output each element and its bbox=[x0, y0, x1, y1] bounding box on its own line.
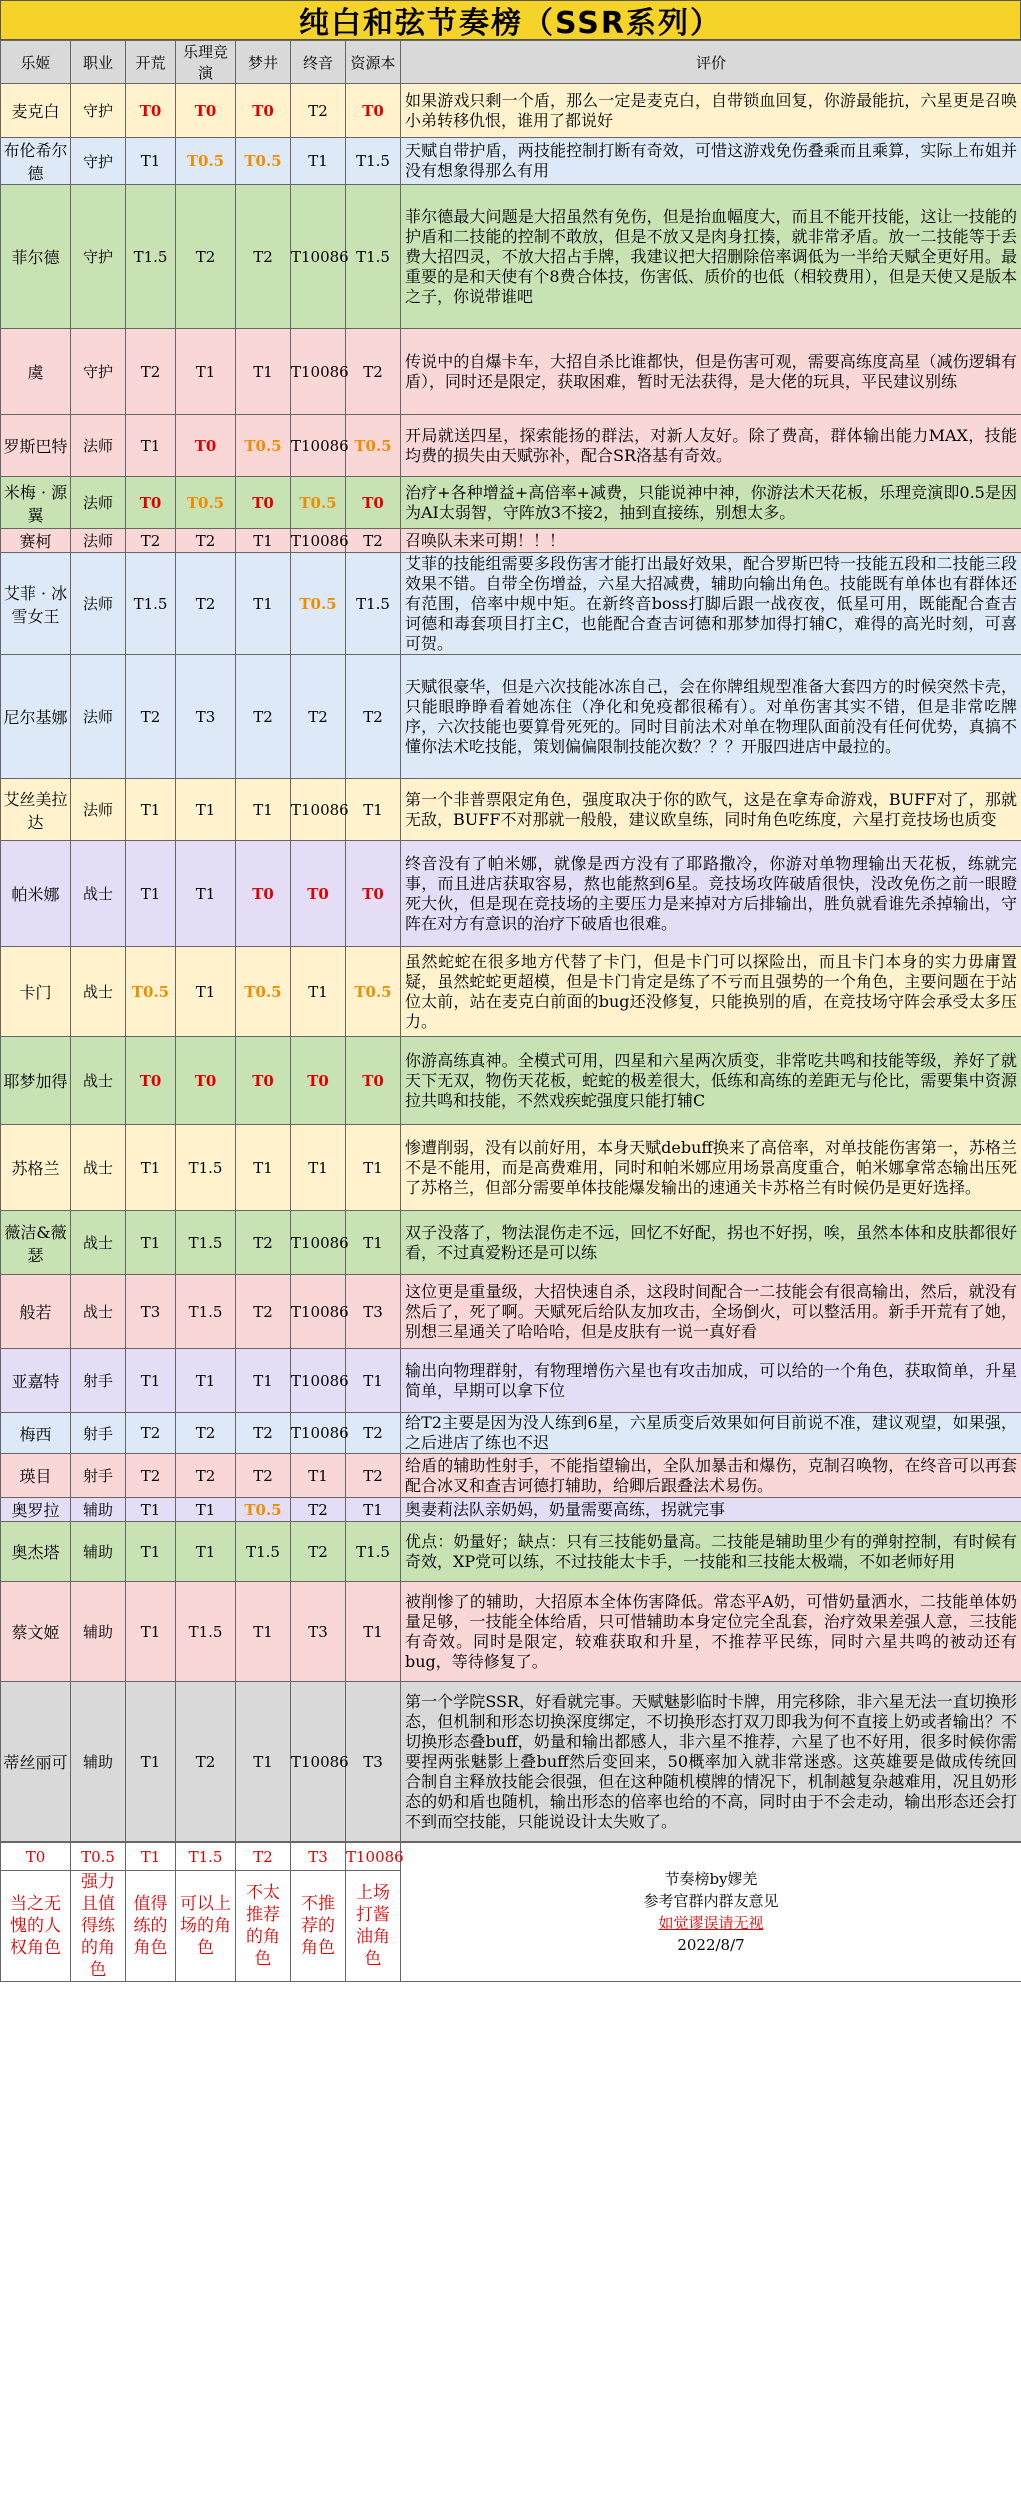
grade-yueli: T1 bbox=[176, 329, 236, 415]
character-review: 被削惨了的辅助，大招原本全体伤害降低。常态平A奶，可惜奶量洒水，二技能单体奶量足够，一技能全体给盾，只可惜辅助本身定位完全乱套，治疗效果差强人意，三技能有奇效。同时是限定，较难获取和升星，不推荐平民练，同时六星共鸣的被动还有bug，等待修复了。 bbox=[401, 1582, 1021, 1682]
grade-zhongyin: T0 bbox=[291, 841, 346, 947]
character-review: 天赋很豪华，但是六次技能冰冻自己，会在你牌组规型准备大套四方的时候突然卡壳，只能眼睁睁看着她冻住（净化和免疫都很稀有）。对单伤害其实不错，但是非常吃牌序，六次技能也要算骨死死的。同时目前法术对单在物理队面前没有任何优势，真搞不懂你法术吃技能，策划偏偏限制技能次数？？？开服四进店中最拉的。 bbox=[401, 655, 1021, 779]
grade-mengjing: T2 bbox=[236, 1211, 291, 1275]
table-row bbox=[1, 529, 1021, 553]
character-job: 法师 bbox=[71, 529, 126, 553]
grade-mengjing: T0.5 bbox=[236, 138, 291, 185]
table-row bbox=[1, 138, 1021, 185]
character-name: 耶梦加得 bbox=[1, 1037, 71, 1125]
legend-grade-row bbox=[1, 1843, 1021, 1871]
table-row bbox=[1, 1125, 1021, 1211]
character-job: 法师 bbox=[71, 655, 126, 779]
character-review: 菲尔德最大问题是大招虽然有免伤，但是抬血幅度大，而且不能开技能，这让一技能的护盾和二技能的控制不敢放，但是不放又是肉身扛揍，就非常矛盾。放一二技能等于丢费大招四灵，不放大招占手牌，我建议把大招删除倍率调低为一半给天赋全更好用。最重要的是和天使有个8费合体技，伤害低、质价的也低（相较费用），但是天使又是版本之子，你说带谁吧 bbox=[401, 185, 1021, 329]
character-name: 帕米娜 bbox=[1, 841, 71, 947]
grade-yueli: T1.5 bbox=[176, 1582, 236, 1682]
grade-yueli: T1 bbox=[176, 1349, 236, 1413]
grade-zhongyin: T10086 bbox=[291, 1349, 346, 1413]
grade-kaihuang: T1.5 bbox=[126, 185, 176, 329]
grade-zhongyin: T10086 bbox=[291, 1275, 346, 1349]
grade-kaihuang: T0.5 bbox=[126, 947, 176, 1037]
legend-meaning: 不推荐的角色 bbox=[291, 1871, 346, 1982]
grade-ziyuan: T1 bbox=[346, 1125, 401, 1211]
grade-kaihuang: T2 bbox=[126, 529, 176, 553]
credit bbox=[401, 1843, 1021, 1982]
grade-ziyuan: T2 bbox=[346, 529, 401, 553]
character-review: 你游高练真神。全模式可用，四星和六星两次质变，非常吃共鸣和技能等级，养好了就天下无双，物伤天花板，蛇蛇的极差很大，低练和高练的差距无与伦比，需要集中资源拉共鸣和技能，不然戏疾蛇强度只能打辅C bbox=[401, 1037, 1021, 1125]
legend-grade: T10086 bbox=[346, 1843, 401, 1871]
legend-meaning: 当之无愧的人权角色 bbox=[1, 1871, 71, 1982]
grade-zhongyin: T2 bbox=[291, 1498, 346, 1522]
character-job: 辅助 bbox=[71, 1682, 126, 1842]
grade-zhongyin: T10086 bbox=[291, 529, 346, 553]
grade-mengjing: T0 bbox=[236, 84, 291, 138]
character-name: 蒂丝丽可 bbox=[1, 1682, 71, 1842]
grade-yueli: T0 bbox=[176, 415, 236, 477]
grade-zhongyin: T0.5 bbox=[291, 477, 346, 529]
credit-author: 节奏榜by嫪羌 bbox=[664, 1870, 758, 1888]
legend-meaning: 强力且值得练的角色 bbox=[71, 1871, 126, 1982]
table-row bbox=[1, 655, 1021, 779]
table-row bbox=[1, 84, 1021, 138]
header-mengjing: 梦井 bbox=[236, 41, 291, 84]
grade-kaihuang: T1 bbox=[126, 415, 176, 477]
grade-ziyuan: T1.5 bbox=[346, 138, 401, 185]
grade-zhongyin: T3 bbox=[291, 1582, 346, 1682]
character-job: 战士 bbox=[71, 1275, 126, 1349]
table-row bbox=[1, 329, 1021, 415]
character-job: 射手 bbox=[71, 1349, 126, 1413]
grade-mengjing: T1 bbox=[236, 1682, 291, 1842]
grade-ziyuan: T0 bbox=[346, 841, 401, 947]
character-name: 奥杰塔 bbox=[1, 1522, 71, 1582]
grade-yueli: T3 bbox=[176, 655, 236, 779]
grade-kaihuang: T1 bbox=[126, 1498, 176, 1522]
character-name: 菲尔德 bbox=[1, 185, 71, 329]
grade-mengjing: T0 bbox=[236, 841, 291, 947]
grade-kaihuang: T1 bbox=[126, 1582, 176, 1682]
grade-mengjing: T2 bbox=[236, 185, 291, 329]
grade-mengjing: T1 bbox=[236, 553, 291, 655]
table-row bbox=[1, 841, 1021, 947]
character-name: 亚嘉特 bbox=[1, 1349, 71, 1413]
grade-yueli: T0 bbox=[176, 1037, 236, 1125]
grade-kaihuang: T2 bbox=[126, 329, 176, 415]
legend-grade: T1.5 bbox=[176, 1843, 236, 1871]
page-title: 纯白和弦节奏榜（SSR系列） bbox=[0, 0, 1021, 40]
legend-grade: T1 bbox=[126, 1843, 176, 1871]
grade-kaihuang: T1 bbox=[126, 779, 176, 841]
grade-yueli: T2 bbox=[176, 1454, 236, 1498]
grade-yueli: T0 bbox=[176, 84, 236, 138]
header-kaihuang: 开荒 bbox=[126, 41, 176, 84]
grade-mengjing: T1.5 bbox=[236, 1522, 291, 1582]
character-review: 惨遭削弱，没有以前好用，本身天赋debuff换来了高倍率，对单技能伤害第一，苏格兰不是不能用，而是高费难用，同时和帕米娜应用场景高度重合，帕米娜拿常态输出压死了苏格兰，但部分需要单体技能爆发输出的速通关卡苏格兰有时候仍是更好选择。 bbox=[401, 1125, 1021, 1211]
legend-grade: T0 bbox=[1, 1843, 71, 1871]
grade-ziyuan: T0 bbox=[346, 84, 401, 138]
grade-kaihuang: T1 bbox=[126, 138, 176, 185]
character-job: 守护 bbox=[71, 185, 126, 329]
grade-kaihuang: T0 bbox=[126, 1037, 176, 1125]
grade-kaihuang: T2 bbox=[126, 1454, 176, 1498]
legend-meaning: 上场打酱油角色 bbox=[346, 1871, 401, 1982]
character-name: 尼尔基娜 bbox=[1, 655, 71, 779]
character-job: 战士 bbox=[71, 947, 126, 1037]
grade-mengjing: T1 bbox=[236, 1125, 291, 1211]
grade-yueli: T1 bbox=[176, 947, 236, 1037]
table-row bbox=[1, 415, 1021, 477]
header-job: 职业 bbox=[71, 41, 126, 84]
character-job: 战士 bbox=[71, 1125, 126, 1211]
table-row bbox=[1, 1522, 1021, 1582]
character-name: 薇洁&薇瑟 bbox=[1, 1211, 71, 1275]
character-review: 开局就送四星，探索能扬的群法，对新人友好。除了费高，群体输出能力MAX，技能均费的损失由天赋弥补，配合SR洛基有奇效。 bbox=[401, 415, 1021, 477]
grade-yueli: T1 bbox=[176, 841, 236, 947]
character-name: 梅西 bbox=[1, 1413, 71, 1454]
grade-mengjing: T1 bbox=[236, 779, 291, 841]
character-name: 赛柯 bbox=[1, 529, 71, 553]
character-review: 召唤队未来可期！！！ bbox=[401, 529, 1021, 553]
grade-mengjing: T0.5 bbox=[236, 947, 291, 1037]
grade-mengjing: T1 bbox=[236, 529, 291, 553]
table-row bbox=[1, 1582, 1021, 1682]
grade-ziyuan: T0.5 bbox=[346, 947, 401, 1037]
grade-yueli: T0.5 bbox=[176, 477, 236, 529]
table-row bbox=[1, 1498, 1021, 1522]
character-job: 法师 bbox=[71, 553, 126, 655]
character-job: 射手 bbox=[71, 1454, 126, 1498]
grade-kaihuang: T1 bbox=[126, 1125, 176, 1211]
table-row bbox=[1, 779, 1021, 841]
grade-ziyuan: T2 bbox=[346, 329, 401, 415]
grade-kaihuang: T1 bbox=[126, 841, 176, 947]
header-zhongyin: 终音 bbox=[291, 41, 346, 84]
grade-zhongyin: T2 bbox=[291, 655, 346, 779]
grade-ziyuan: T1.5 bbox=[346, 553, 401, 655]
character-name: 艾丝美拉达 bbox=[1, 779, 71, 841]
table-row bbox=[1, 185, 1021, 329]
legend-grade: T2 bbox=[236, 1843, 291, 1871]
credit-disclaimer: 如觉谬误请无视 bbox=[658, 1914, 764, 1932]
grade-yueli: T2 bbox=[176, 553, 236, 655]
grade-yueli: T1.5 bbox=[176, 1125, 236, 1211]
legend-meaning: 值得练的角色 bbox=[126, 1871, 176, 1982]
grade-ziyuan: T1 bbox=[346, 1498, 401, 1522]
credit-reference: 参考官群内群友意见 bbox=[643, 1892, 779, 1910]
table-row bbox=[1, 1037, 1021, 1125]
legend-meaning: 不太推荐的角色 bbox=[236, 1871, 291, 1982]
character-review: 传说中的自爆卡车，大招自杀比谁都快，但是伤害可观，需要高练度高星（减伤逻辑有盾），同时还是限定，获取困难，暂时无法获得，是大佬的玩具，平民建议别练 bbox=[401, 329, 1021, 415]
grade-zhongyin: T10086 bbox=[291, 1413, 346, 1454]
grade-mengjing: T2 bbox=[236, 1275, 291, 1349]
character-review: 治疗+各种增益+高倍率+减费，只能说神中神，你游法术天花板，乐理竞演即0.5是因为AI太弱智，守阵放3不接2，抽到直接练，别想太多。 bbox=[401, 477, 1021, 529]
grade-kaihuang: T2 bbox=[126, 655, 176, 779]
table-row bbox=[1, 1349, 1021, 1413]
table-row bbox=[1, 1682, 1021, 1842]
character-name: 艾菲 · 冰雪女王 bbox=[1, 553, 71, 655]
legend-grade: T0.5 bbox=[71, 1843, 126, 1871]
credit-date: 2022/8/7 bbox=[677, 1936, 745, 1954]
character-review: 给盾的辅助性射手，不能指望输出，全队加暴击和爆伤，克制召唤物，在终音可以再套配合冰叉和查吉诃德打辅助，给卿后跟叠法术易伤。 bbox=[401, 1454, 1021, 1498]
character-review: 这位更是重量级，大招快速自杀，这段时间配合一二技能会有很高输出，然后，就没有然后了，死了啊。天赋死后给队友加攻击，全场倒火，可以整活用。新手开荒有了她，别想三星通关了哈哈哈，但是皮肤有一说一真好看 bbox=[401, 1275, 1021, 1349]
grade-zhongyin: T10086 bbox=[291, 329, 346, 415]
grade-zhongyin: T1 bbox=[291, 1454, 346, 1498]
grade-zhongyin: T1 bbox=[291, 947, 346, 1037]
grade-ziyuan: T2 bbox=[346, 1454, 401, 1498]
grade-kaihuang: T3 bbox=[126, 1275, 176, 1349]
character-review: 终音没有了帕米娜，就像是西方没有了耶路撒冷，你游对单物理输出天花板，练就完事，而且进店获取容易，熬也能熬到6星。竞技场攻阵破盾很快，没改免伤之前一眼瞪死大伙，但是现在竞技场的主要压力是来掉对方后排输出，胜负就看谁先杀掉输出，守阵在对方有意识的治疗下破盾也很难。 bbox=[401, 841, 1021, 947]
grade-mengjing: T1 bbox=[236, 329, 291, 415]
header-yueli: 乐理竞演 bbox=[176, 41, 236, 84]
character-review: 第一个非普票限定角色，强度取决于你的欧气，这是在拿寿命游戏，BUFF对了，那就无敌，BUFF不对那就一般般，建议欧皇练，同时角色吃练度，六星打竞技场也质变 bbox=[401, 779, 1021, 841]
table-row bbox=[1, 1413, 1021, 1454]
grade-ziyuan: T3 bbox=[346, 1682, 401, 1842]
character-job: 射手 bbox=[71, 1413, 126, 1454]
grade-kaihuang: T0 bbox=[126, 477, 176, 529]
grade-ziyuan: T1.5 bbox=[346, 1522, 401, 1582]
character-job: 战士 bbox=[71, 1211, 126, 1275]
grade-kaihuang: T2 bbox=[126, 1413, 176, 1454]
grade-yueli: T2 bbox=[176, 185, 236, 329]
character-review: 天赋自带护盾，两技能控制打断有奇效，可惜这游戏免伤叠乘而且乘算，实际上布姐并没有想象得那么有用 bbox=[401, 138, 1021, 185]
character-job: 守护 bbox=[71, 84, 126, 138]
grade-mengjing: T0 bbox=[236, 477, 291, 529]
grade-zhongyin: T10086 bbox=[291, 185, 346, 329]
grade-ziyuan: T0 bbox=[346, 1037, 401, 1125]
character-review: 奥妻莉法队亲奶妈，奶量需要高练，拐就完事 bbox=[401, 1498, 1021, 1522]
grade-mengjing: T2 bbox=[236, 1413, 291, 1454]
character-name: 奥罗拉 bbox=[1, 1498, 71, 1522]
grade-ziyuan: T1 bbox=[346, 1349, 401, 1413]
grade-kaihuang: T1 bbox=[126, 1522, 176, 1582]
grade-zhongyin: T2 bbox=[291, 84, 346, 138]
grade-yueli: T1 bbox=[176, 1522, 236, 1582]
character-name: 罗斯巴特 bbox=[1, 415, 71, 477]
character-job: 法师 bbox=[71, 477, 126, 529]
grade-yueli: T2 bbox=[176, 529, 236, 553]
character-job: 战士 bbox=[71, 841, 126, 947]
character-job: 辅助 bbox=[71, 1498, 126, 1522]
character-name: 麦克白 bbox=[1, 84, 71, 138]
character-name: 瑛目 bbox=[1, 1454, 71, 1498]
grade-ziyuan: T1.5 bbox=[346, 185, 401, 329]
grade-ziyuan: T2 bbox=[346, 655, 401, 779]
character-name: 米梅 · 源翼 bbox=[1, 477, 71, 529]
grade-ziyuan: T0.5 bbox=[346, 415, 401, 477]
grade-ziyuan: T1 bbox=[346, 779, 401, 841]
grade-mengjing: T2 bbox=[236, 655, 291, 779]
table-row bbox=[1, 1211, 1021, 1275]
tier-table bbox=[0, 40, 1021, 1842]
legend-meaning: 可以上场的角色 bbox=[176, 1871, 236, 1982]
grade-ziyuan: T0 bbox=[346, 477, 401, 529]
character-review: 虽然蛇蛇在很多地方代替了卡门，但是卡门可以探险出，而且卡门本身的实力毋庸置疑，虽然蛇蛇更超模，但是卡门肯定是练了不亏而且强势的一个角色，主要问题在于站位太前，站在麦克白前面的bug还没修复，只能换别的盾，在竞技场守阵会承受太多压力。 bbox=[401, 947, 1021, 1037]
table-row bbox=[1, 1275, 1021, 1349]
grade-zhongyin: T2 bbox=[291, 1522, 346, 1582]
character-name: 虞 bbox=[1, 329, 71, 415]
legend-grade: T3 bbox=[291, 1843, 346, 1871]
grade-yueli: T1.5 bbox=[176, 1275, 236, 1349]
character-job: 法师 bbox=[71, 779, 126, 841]
character-review: 如果游戏只剩一个盾，那么一定是麦克白，自带锁血回复，你游最能抗，六星更是召唤小弟转移仇恨，谁用了都说好 bbox=[401, 84, 1021, 138]
grade-mengjing: T0.5 bbox=[236, 415, 291, 477]
grade-yueli: T2 bbox=[176, 1413, 236, 1454]
grade-zhongyin: T0.5 bbox=[291, 553, 346, 655]
header-desc: 评价 bbox=[401, 41, 1021, 84]
character-review: 双子没落了，物法混伤走不远，回忆不好配，拐也不好拐，唉，虽然本体和皮肤都很好看，不过真爱粉还是可以练 bbox=[401, 1211, 1021, 1275]
grade-zhongyin: T10086 bbox=[291, 779, 346, 841]
legend-table bbox=[0, 1842, 1021, 1982]
grade-mengjing: T1 bbox=[236, 1582, 291, 1682]
grade-mengjing: T2 bbox=[236, 1454, 291, 1498]
grade-ziyuan: T1 bbox=[346, 1211, 401, 1275]
grade-zhongyin: T0 bbox=[291, 1037, 346, 1125]
character-name: 苏格兰 bbox=[1, 1125, 71, 1211]
character-name: 蔡文姬 bbox=[1, 1582, 71, 1682]
grade-kaihuang: T1 bbox=[126, 1682, 176, 1842]
table-row bbox=[1, 553, 1021, 655]
character-review: 给T2主要是因为没人练到6星，六星质变后效果如何目前说不准，建议观望，如果强，之后进店了练也不迟 bbox=[401, 1413, 1021, 1454]
character-job: 辅助 bbox=[71, 1582, 126, 1682]
grade-zhongyin: T10086 bbox=[291, 415, 346, 477]
character-name: 卡门 bbox=[1, 947, 71, 1037]
character-job: 辅助 bbox=[71, 1522, 126, 1582]
character-review: 第一个学院SSR，好看就完事。天赋魅影临时卡牌，用完移除，非六星无法一直切换形态，但机制和形态切换深度绑定，不切换形态打双刀即我为何不直接上奶或者输出？不切换形态叠buff，奶量和输出都感人，非六星不推荐，六星了也不好用，很多时候你需要捏两张魅影上叠buff然后变回来，50概率加入就非常迷惑。这英雄要是做成传统回合制自主释放技能会很强，但在这种随机模牌的情况下，机制越复杂越难用，况且奶形态的奶和盾也随机，输出形态的倍率也给的不高，同时由于不会走动，输出形态还会打不到而空技能，只能说设计太失败了。 bbox=[401, 1682, 1021, 1842]
grade-zhongyin: T1 bbox=[291, 1125, 346, 1211]
grade-yueli: T0.5 bbox=[176, 138, 236, 185]
grade-yueli: T1 bbox=[176, 779, 236, 841]
header-ziyuan: 资源本 bbox=[346, 41, 401, 84]
grade-zhongyin: T10086 bbox=[291, 1211, 346, 1275]
grade-kaihuang: T1 bbox=[126, 1211, 176, 1275]
character-review: 优点：奶量好；缺点：只有三技能奶量高。二技能是辅助里少有的弹射控制，有时候有奇效，XP党可以练，不过技能太卡手，一技能和三技能太极端，不如老师好用 bbox=[401, 1522, 1021, 1582]
grade-ziyuan: T2 bbox=[346, 1413, 401, 1454]
table-row bbox=[1, 1454, 1021, 1498]
character-review: 艾菲的技能组需要多段伤害才能打出最好效果，配合罗斯巴特一技能五段和二技能三段效果不错。自带全伤增益，六星大招减费，辅助向输出角色。技能既有单体也有群体还有范围，倍率中规中矩。在新终音boss打脚后跟一战夜夜，低星可用，既能配合查吉诃德和毒套项目打主C，也能配合查吉诃德和那梦加得打辅C，难得的高光时刻，可喜可贺。 bbox=[401, 553, 1021, 655]
grade-zhongyin: T1 bbox=[291, 138, 346, 185]
grade-ziyuan: T3 bbox=[346, 1275, 401, 1349]
character-name: 般若 bbox=[1, 1275, 71, 1349]
grade-kaihuang: T1.5 bbox=[126, 553, 176, 655]
grade-kaihuang: T0 bbox=[126, 84, 176, 138]
grade-zhongyin: T10086 bbox=[291, 1682, 346, 1842]
character-review: 输出向物理群射，有物理增伤六星也有攻击加成，可以给的一个角色，获取简单，升星简单，早期可以拿下位 bbox=[401, 1349, 1021, 1413]
grade-kaihuang: T1 bbox=[126, 1349, 176, 1413]
header-row bbox=[1, 41, 1021, 84]
character-name: 布伦希尔德 bbox=[1, 138, 71, 185]
grade-mengjing: T0.5 bbox=[236, 1498, 291, 1522]
grade-yueli: T1 bbox=[176, 1498, 236, 1522]
table-row bbox=[1, 477, 1021, 529]
grade-mengjing: T1 bbox=[236, 1349, 291, 1413]
grade-ziyuan: T1 bbox=[346, 1582, 401, 1682]
character-job: 战士 bbox=[71, 1037, 126, 1125]
character-job: 法师 bbox=[71, 415, 126, 477]
header-name: 乐姬 bbox=[1, 41, 71, 84]
grade-yueli: T1.5 bbox=[176, 1211, 236, 1275]
character-job: 守护 bbox=[71, 138, 126, 185]
grade-mengjing: T0 bbox=[236, 1037, 291, 1125]
character-job: 守护 bbox=[71, 329, 126, 415]
grade-yueli: T2 bbox=[176, 1682, 236, 1842]
table-row bbox=[1, 947, 1021, 1037]
